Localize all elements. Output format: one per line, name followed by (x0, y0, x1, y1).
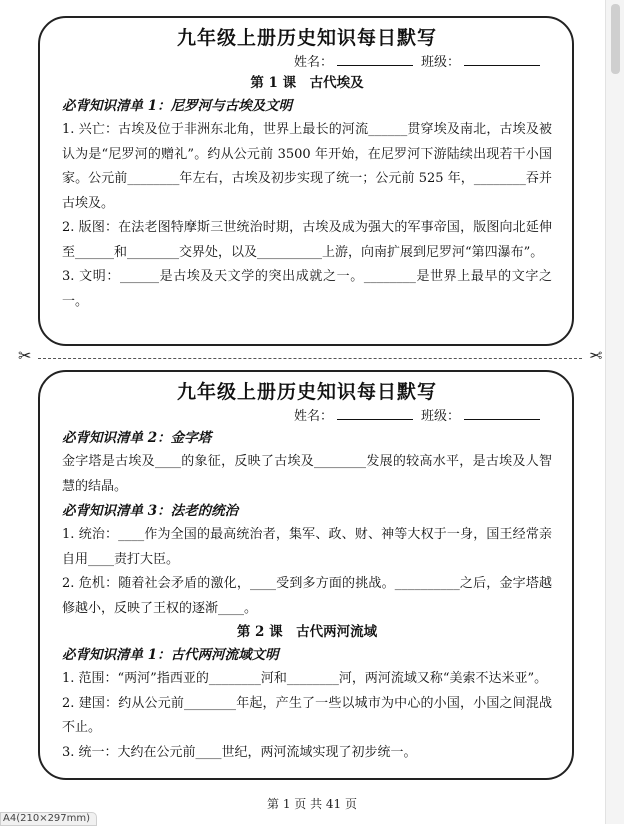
paragraph: 2. 版图：在法老图特摩斯三世统治时期，古埃及成为强大的军事帝国，版图向北延伸至______和________交界处，以及__________上游，向南扩展到尼罗河“第四瀑布”。 (62, 220, 552, 260)
page-number: 第 1 页 共 41 页 (267, 797, 357, 811)
vertical-scrollbar[interactable] (605, 0, 624, 824)
section-heading: 必背知识清单 1：古代两河流域文明 (62, 647, 279, 663)
section-heading: 必背知识清单 2：金字塔 (62, 430, 212, 446)
worksheet-card-2 (38, 370, 574, 780)
worksheet-card-1 (38, 16, 574, 346)
card-title: 九年级上册历史知识每日默写 (176, 27, 437, 49)
name-label: 姓名： (293, 409, 333, 424)
class-blank (464, 52, 540, 66)
section-heading: 必背知识清单 3：法老的统治 (62, 503, 239, 519)
paragraph: 1. 统治：____作为全国的最高统治者，集军、政、财、神等大权于一身，国王经常亲自用____责打大臣。 (62, 527, 552, 567)
paragraph: 3. 文明：______是古埃及天文学的突出成就之一。________是世界上最早的文字之一。 (62, 269, 552, 309)
paragraph: 2. 建国：约从公元前________年起，产生了一些以城市为中心的小国，小国之间混战不止。 (62, 695, 552, 735)
paragraph: 金字塔是古埃及____的象征，反映了古埃及________发展的较高水平，是古埃及人智慧的结晶。 (62, 454, 552, 494)
scrollbar-thumb[interactable] (611, 4, 620, 74)
card-title: 九年级上册历史知识每日默写 (176, 381, 437, 403)
lesson-heading: 第 2 课 古代两河流域 (236, 624, 378, 640)
name-blank (337, 52, 413, 66)
class-label: 班级： (420, 409, 460, 424)
name-blank (337, 406, 413, 420)
dashed-divider (38, 358, 582, 359)
class-label: 班级： (420, 55, 460, 70)
paragraph: 2. 危机：随着社会矛盾的激化，____受到多方面的挑战。__________之后，金字塔越修越小，反映了王权的逐渐____。 (62, 576, 552, 616)
lesson-heading: 第 1 课 古代埃及 (250, 75, 364, 91)
class-blank (464, 406, 540, 420)
paper-size-label: A4(210×297mm) (0, 812, 97, 826)
name-label: 姓名： (293, 55, 333, 70)
paragraph: 3. 统一：大约在公元前____世纪，两河流域实现了初步统一。 (62, 744, 417, 760)
name-class-line (62, 406, 552, 426)
section-heading: 必背知识清单 1：尼罗河与古埃及文明 (62, 98, 293, 114)
cut-line (18, 346, 602, 365)
paragraph: 1. 范围：“两河”指西亚的________河和________河，两河流域又称“美索不达米亚”。 (62, 671, 548, 686)
scissors-icon: ✂ (18, 346, 32, 365)
paragraph: 1. 兴亡：古埃及位于非洲东北角，世界上最长的河流______贯穿埃及南北，古埃及被认为是“尼罗河的赠礼”。约从公元前 3500 年开始，在尼罗河下游陆续出现若干小国家。公元前________年左右，古埃及初步实现了统一；公元前 525 年，________吞并古埃及。 (62, 122, 552, 211)
name-class-line (62, 52, 552, 72)
scissors-icon: ✂ (588, 346, 602, 365)
